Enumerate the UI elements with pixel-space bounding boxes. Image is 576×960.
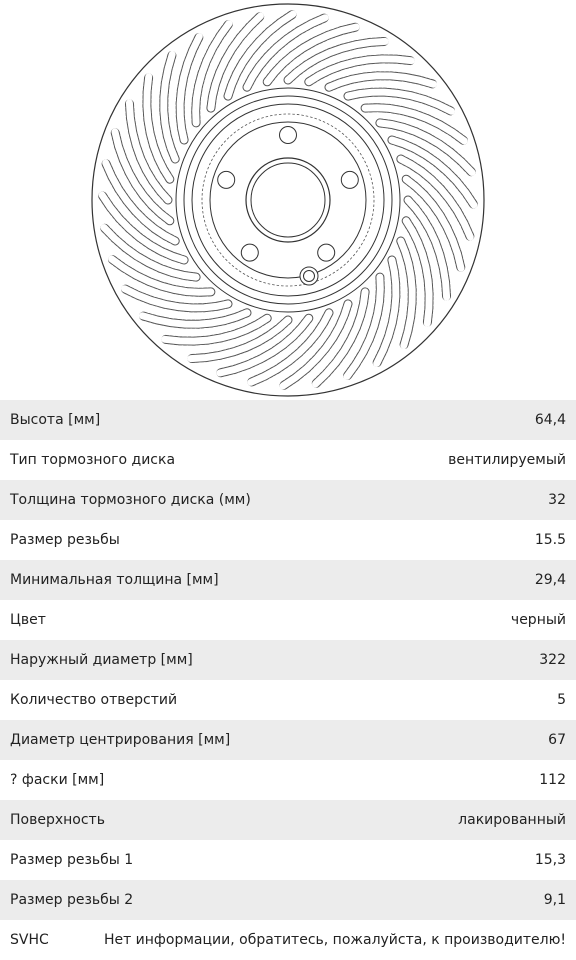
spec-row-hole-count	[0, 680, 576, 720]
spec-row-disc-thickness	[0, 480, 576, 520]
spec-value: 32	[548, 492, 566, 508]
spec-row-chamfer	[0, 760, 576, 800]
spec-value: 15.5	[534, 532, 566, 548]
spec-label: Размер резьбы	[10, 532, 120, 548]
spec-value: Нет информации, обратитесь, пожалуйста, к производителю!	[103, 932, 566, 948]
spec-row-svhc	[0, 920, 576, 960]
brake-disc-drawing-icon	[0, 0, 576, 400]
spec-value: 5	[557, 692, 566, 708]
spec-row-thread-size	[0, 520, 576, 560]
spec-label: Размер резьбы 2	[10, 892, 134, 908]
spec-row-height	[0, 400, 576, 440]
spec-label: Наружный диаметр [мм]	[10, 652, 193, 668]
spec-value: 15,3	[534, 852, 566, 868]
spec-row-centering-diameter	[0, 720, 576, 760]
spec-row-thread-size-2	[0, 880, 576, 920]
brake-disc-drawing	[0, 0, 576, 400]
spec-label: ? фаски [мм]	[10, 772, 105, 788]
spec-label: SVHC	[10, 932, 49, 948]
spec-label: Диаметр центрирования [мм]	[10, 732, 231, 748]
spec-value: 112	[539, 772, 566, 788]
spec-value: вентилируемый	[448, 452, 566, 468]
spec-label: Минимальная толщина [мм]	[10, 572, 219, 588]
spec-value: лакированный	[458, 812, 566, 828]
spec-value: 67	[548, 732, 566, 748]
spec-row-thread-size-1	[0, 840, 576, 880]
spec-row-outer-diameter	[0, 640, 576, 680]
spec-label: Высота [мм]	[10, 412, 101, 428]
spec-label: Размер резьбы 1	[10, 852, 134, 868]
spec-label: Цвет	[10, 612, 46, 628]
spec-value: 64,4	[534, 412, 566, 428]
spec-value: 322	[539, 652, 566, 668]
spec-value: черный	[510, 612, 566, 628]
spec-label: Тип тормозного диска	[10, 452, 176, 468]
spec-label: Поверхность	[10, 812, 105, 828]
spec-row-color	[0, 600, 576, 640]
spec-label: Толщина тормозного диска (мм)	[10, 492, 251, 508]
spec-value: 9,1	[543, 892, 566, 908]
specs-table	[0, 400, 576, 960]
spec-label: Количество отверстий	[10, 692, 178, 708]
spec-row-min-thickness	[0, 560, 576, 600]
spec-value: 29,4	[534, 572, 566, 588]
spec-row-surface	[0, 800, 576, 840]
spec-row-disc-type	[0, 440, 576, 480]
